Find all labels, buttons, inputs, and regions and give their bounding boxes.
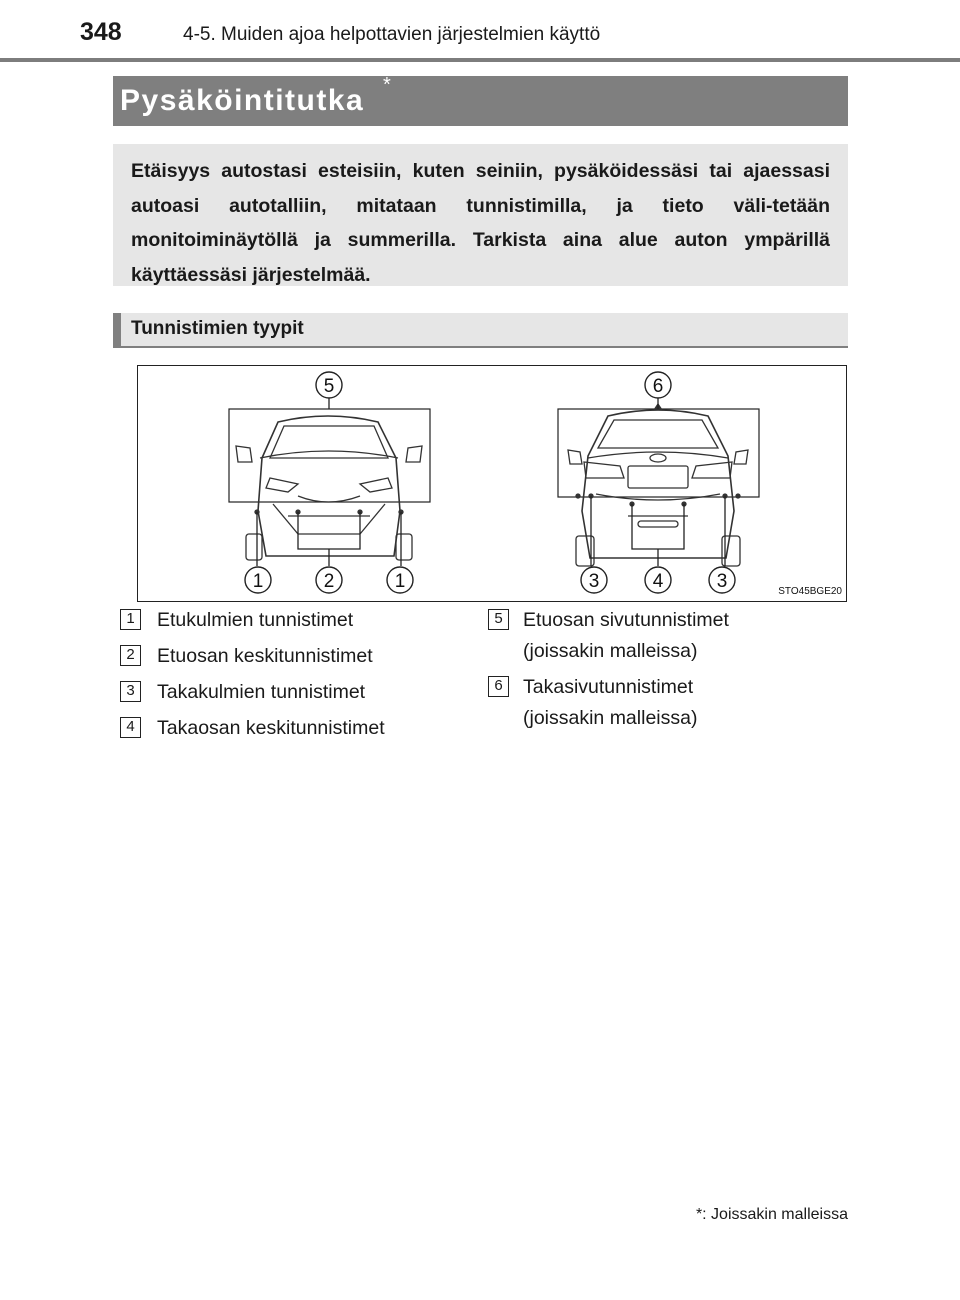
legend-text: Etuosan sivutunnistimet <box>523 609 729 631</box>
legend-text: Etuosan keskitunnistimet <box>157 645 373 667</box>
legend-text-note: (joissakin malleissa) <box>523 707 698 729</box>
svg-text:4: 4 <box>652 571 664 592</box>
legend-text-note: (joissakin malleissa) <box>523 640 698 662</box>
svg-text:3: 3 <box>716 571 728 592</box>
asterisk-icon: * <box>383 74 391 96</box>
subsection-title: Tunnistimien tyypit <box>131 318 304 339</box>
rear-car-drawing <box>558 398 759 566</box>
callout-3-left <box>581 567 607 593</box>
front-car-drawing <box>229 398 430 566</box>
subsection-heading <box>113 313 848 348</box>
svg-text:1: 1 <box>394 571 406 592</box>
number-badge: 6 <box>488 676 509 697</box>
number-badge: 1 <box>120 609 141 630</box>
number-badge: 4 <box>120 717 141 738</box>
intro-text: Etäisyys autostasi esteisiin, kuten seiniin, pysäköidessäsi tai ajaessasi autoasi autotalliin, mitataan tunnistimilla, ja tieto väli-tetään monitoiminäytöllä ja summerilla. Tarkista aina alue auton ympärillä käyttäessäsi järjestelmää. <box>131 160 830 286</box>
callout-1-right <box>387 567 413 593</box>
sensor-figure <box>137 365 847 602</box>
callout-2 <box>316 567 342 593</box>
section-title: Pysäköintitutka <box>120 84 365 117</box>
svg-text:3: 3 <box>588 571 600 592</box>
legend-text: Takakulmien tunnistimet <box>157 681 366 703</box>
number-badge: 2 <box>120 645 141 666</box>
callout-4 <box>645 567 671 593</box>
svg-text:2: 2 <box>323 571 335 592</box>
footnote: *: Joissakin malleissa <box>695 1206 848 1223</box>
svg-text:6: 6 <box>652 376 664 397</box>
legend-text: Takaosan keskitunnistimet <box>157 717 385 739</box>
callout-3-right <box>709 567 735 593</box>
callout-6 <box>645 372 671 398</box>
figure-code: STO45BGE20 <box>778 586 842 597</box>
running-header: 4-5. Muiden ajoa helpottavien järjestelmien käyttö <box>183 24 601 45</box>
section-title-bar <box>113 76 848 126</box>
svg-text:5: 5 <box>323 376 335 397</box>
callout-5 <box>316 372 342 398</box>
svg-text:1: 1 <box>252 571 264 592</box>
page-number: 348 <box>80 18 122 46</box>
number-badge: 5 <box>488 609 509 630</box>
intro-box <box>113 144 848 286</box>
subsection-marker <box>113 313 121 346</box>
number-badge: 3 <box>120 681 141 702</box>
legend-text: Etukulmien tunnistimet <box>157 609 354 631</box>
callout-1-left <box>245 567 271 593</box>
sensor-illustration <box>138 366 846 601</box>
header-rule <box>0 58 960 62</box>
legend-text: Takasivutunnistimet <box>523 676 694 698</box>
